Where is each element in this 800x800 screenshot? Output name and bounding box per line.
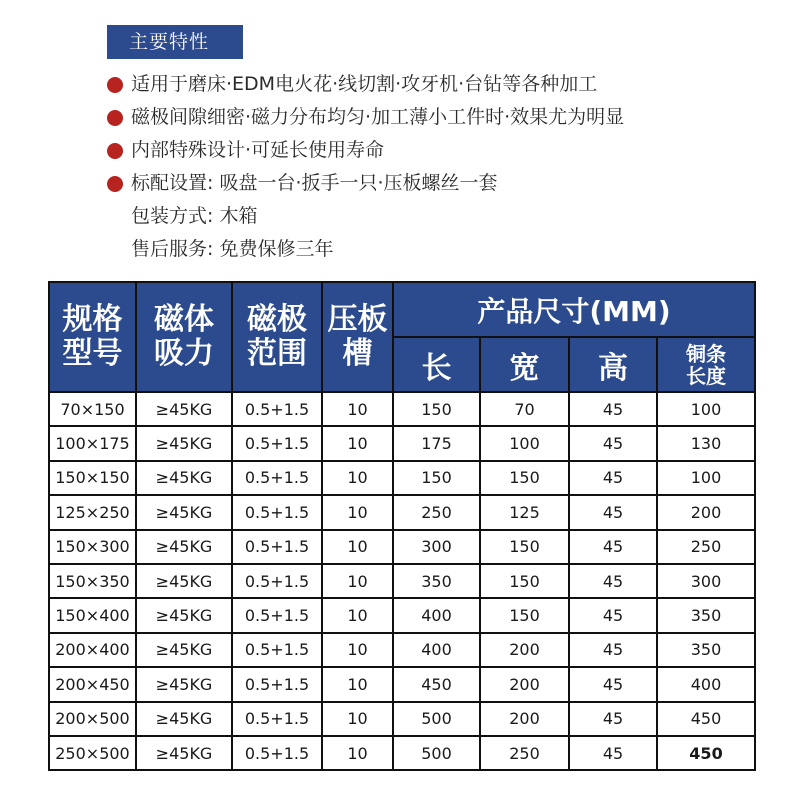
cell-length: 450 bbox=[393, 667, 480, 701]
feature-list bbox=[107, 68, 624, 266]
bullet-icon bbox=[107, 110, 123, 126]
feature-item bbox=[107, 200, 624, 233]
cell-clamp-slot: 10 bbox=[322, 598, 393, 632]
cell-height: 45 bbox=[569, 461, 657, 495]
header-clamp-slot-label: 压板 槽 bbox=[327, 302, 388, 371]
cell-clamp-slot: 10 bbox=[322, 392, 393, 426]
header-pole-range bbox=[232, 282, 322, 392]
cell-magnet-force: ≥45KG bbox=[136, 633, 232, 667]
cell-clamp-slot: 10 bbox=[322, 736, 393, 770]
cell-spec-model: 250×500 bbox=[49, 736, 136, 770]
cell-height: 45 bbox=[569, 495, 657, 529]
cell-pole-range: 0.5+1.5 bbox=[232, 392, 322, 426]
cell-width: 150 bbox=[480, 461, 569, 495]
cell-spec-model: 200×450 bbox=[49, 667, 136, 701]
feature-text: 售后服务: 免费保修三年 bbox=[131, 238, 334, 260]
cell-pole-range: 0.5+1.5 bbox=[232, 633, 322, 667]
feature-text: 标配设置: 吸盘一台·扳手一只·压板螺丝一套 bbox=[131, 172, 498, 194]
cell-length: 150 bbox=[393, 392, 480, 426]
feature-item bbox=[107, 167, 624, 200]
cell-height: 45 bbox=[569, 392, 657, 426]
table-row bbox=[49, 702, 755, 736]
cell-pole-range: 0.5+1.5 bbox=[232, 530, 322, 564]
header-spec-model-label: 规格 型号 bbox=[62, 302, 123, 371]
section-title: 主要特性 bbox=[107, 25, 243, 59]
bullet-icon bbox=[107, 176, 123, 192]
cell-copper-length: 250 bbox=[657, 530, 755, 564]
cell-magnet-force: ≥45KG bbox=[136, 530, 232, 564]
table-row bbox=[49, 564, 755, 598]
cell-clamp-slot: 10 bbox=[322, 564, 393, 598]
table-row bbox=[49, 461, 755, 495]
cell-clamp-slot: 10 bbox=[322, 495, 393, 529]
header-height: 高 bbox=[569, 337, 657, 392]
cell-magnet-force: ≥45KG bbox=[136, 667, 232, 701]
cell-magnet-force: ≥45KG bbox=[136, 392, 232, 426]
cell-height: 45 bbox=[569, 702, 657, 736]
cell-width: 125 bbox=[480, 495, 569, 529]
cell-pole-range: 0.5+1.5 bbox=[232, 598, 322, 632]
cell-length: 400 bbox=[393, 598, 480, 632]
cell-pole-range: 0.5+1.5 bbox=[232, 426, 322, 460]
cell-pole-range: 0.5+1.5 bbox=[232, 461, 322, 495]
cell-length: 400 bbox=[393, 633, 480, 667]
cell-length: 175 bbox=[393, 426, 480, 460]
cell-pole-range: 0.5+1.5 bbox=[232, 736, 322, 770]
cell-width: 200 bbox=[480, 702, 569, 736]
feature-item bbox=[107, 68, 624, 101]
spec-table-body bbox=[49, 392, 755, 770]
cell-copper-length: 450 bbox=[657, 702, 755, 736]
cell-height: 45 bbox=[569, 564, 657, 598]
cell-copper-length: 450 bbox=[657, 736, 755, 770]
cell-width: 150 bbox=[480, 598, 569, 632]
header-spec-model bbox=[49, 282, 136, 392]
table-row bbox=[49, 392, 755, 426]
header-copper-length-label: 铜条 长度 bbox=[686, 341, 726, 388]
cell-magnet-force: ≥45KG bbox=[136, 426, 232, 460]
cell-magnet-force: ≥45KG bbox=[136, 598, 232, 632]
feature-text: 内部特殊设计·可延长使用寿命 bbox=[131, 139, 385, 161]
header-magnet-force bbox=[136, 282, 232, 392]
cell-spec-model: 150×350 bbox=[49, 564, 136, 598]
cell-copper-length: 300 bbox=[657, 564, 755, 598]
cell-pole-range: 0.5+1.5 bbox=[232, 564, 322, 598]
cell-height: 45 bbox=[569, 530, 657, 564]
cell-magnet-force: ≥45KG bbox=[136, 736, 232, 770]
cell-spec-model: 150×300 bbox=[49, 530, 136, 564]
table-row bbox=[49, 598, 755, 632]
cell-length: 350 bbox=[393, 564, 480, 598]
cell-width: 150 bbox=[480, 530, 569, 564]
table-row bbox=[49, 667, 755, 701]
cell-pole-range: 0.5+1.5 bbox=[232, 702, 322, 736]
cell-length: 250 bbox=[393, 495, 480, 529]
header-product-size: 产品尺寸(MM) bbox=[393, 282, 755, 337]
feature-text: 包装方式: 木箱 bbox=[131, 205, 258, 227]
cell-copper-length: 400 bbox=[657, 667, 755, 701]
cell-magnet-force: ≥45KG bbox=[136, 702, 232, 736]
cell-width: 200 bbox=[480, 667, 569, 701]
cell-clamp-slot: 10 bbox=[322, 530, 393, 564]
header-clamp-slot bbox=[322, 282, 393, 392]
cell-length: 500 bbox=[393, 702, 480, 736]
table-row bbox=[49, 530, 755, 564]
cell-width: 150 bbox=[480, 564, 569, 598]
cell-magnet-force: ≥45KG bbox=[136, 495, 232, 529]
feature-text: 磁极间隙细密·磁力分布均匀·加工薄小工件时·效果尤为明显 bbox=[131, 106, 625, 128]
cell-clamp-slot: 10 bbox=[322, 461, 393, 495]
cell-spec-model: 200×400 bbox=[49, 633, 136, 667]
header-magnet-force-label: 磁体 吸力 bbox=[154, 302, 214, 371]
header-pole-range-label: 磁极 范围 bbox=[247, 302, 307, 371]
cell-copper-length: 100 bbox=[657, 461, 755, 495]
header-width: 宽 bbox=[480, 337, 569, 392]
cell-pole-range: 0.5+1.5 bbox=[232, 495, 322, 529]
cell-height: 45 bbox=[569, 667, 657, 701]
feature-item bbox=[107, 134, 624, 167]
table-row bbox=[49, 633, 755, 667]
cell-copper-length: 350 bbox=[657, 633, 755, 667]
cell-clamp-slot: 10 bbox=[322, 633, 393, 667]
cell-height: 45 bbox=[569, 426, 657, 460]
feature-item bbox=[107, 101, 624, 134]
table-row bbox=[49, 495, 755, 529]
cell-height: 45 bbox=[569, 598, 657, 632]
cell-magnet-force: ≥45KG bbox=[136, 461, 232, 495]
spec-table bbox=[48, 281, 756, 771]
cell-height: 45 bbox=[569, 736, 657, 770]
cell-spec-model: 200×500 bbox=[49, 702, 136, 736]
cell-width: 250 bbox=[480, 736, 569, 770]
cell-length: 300 bbox=[393, 530, 480, 564]
header-length: 长 bbox=[393, 337, 480, 392]
cell-spec-model: 150×150 bbox=[49, 461, 136, 495]
cell-copper-length: 100 bbox=[657, 392, 755, 426]
bullet-icon bbox=[107, 77, 123, 93]
cell-spec-model: 100×175 bbox=[49, 426, 136, 460]
cell-clamp-slot: 10 bbox=[322, 426, 393, 460]
table-row bbox=[49, 736, 755, 770]
cell-spec-model: 125×250 bbox=[49, 495, 136, 529]
cell-height: 45 bbox=[569, 633, 657, 667]
feature-item bbox=[107, 233, 624, 266]
cell-magnet-force: ≥45KG bbox=[136, 564, 232, 598]
cell-pole-range: 0.5+1.5 bbox=[232, 667, 322, 701]
cell-spec-model: 70×150 bbox=[49, 392, 136, 426]
feature-text: 适用于磨床·EDM电火花·线切割·攻牙机·台钻等各种加工 bbox=[131, 73, 598, 95]
cell-width: 200 bbox=[480, 633, 569, 667]
cell-copper-length: 130 bbox=[657, 426, 755, 460]
table-row bbox=[49, 426, 755, 460]
header-copper-length bbox=[657, 337, 755, 392]
cell-clamp-slot: 10 bbox=[322, 667, 393, 701]
cell-length: 500 bbox=[393, 736, 480, 770]
cell-copper-length: 200 bbox=[657, 495, 755, 529]
cell-clamp-slot: 10 bbox=[322, 702, 393, 736]
cell-width: 70 bbox=[480, 392, 569, 426]
cell-length: 150 bbox=[393, 461, 480, 495]
bullet-icon bbox=[107, 143, 123, 159]
cell-spec-model: 150×400 bbox=[49, 598, 136, 632]
cell-width: 100 bbox=[480, 426, 569, 460]
cell-copper-length: 350 bbox=[657, 598, 755, 632]
